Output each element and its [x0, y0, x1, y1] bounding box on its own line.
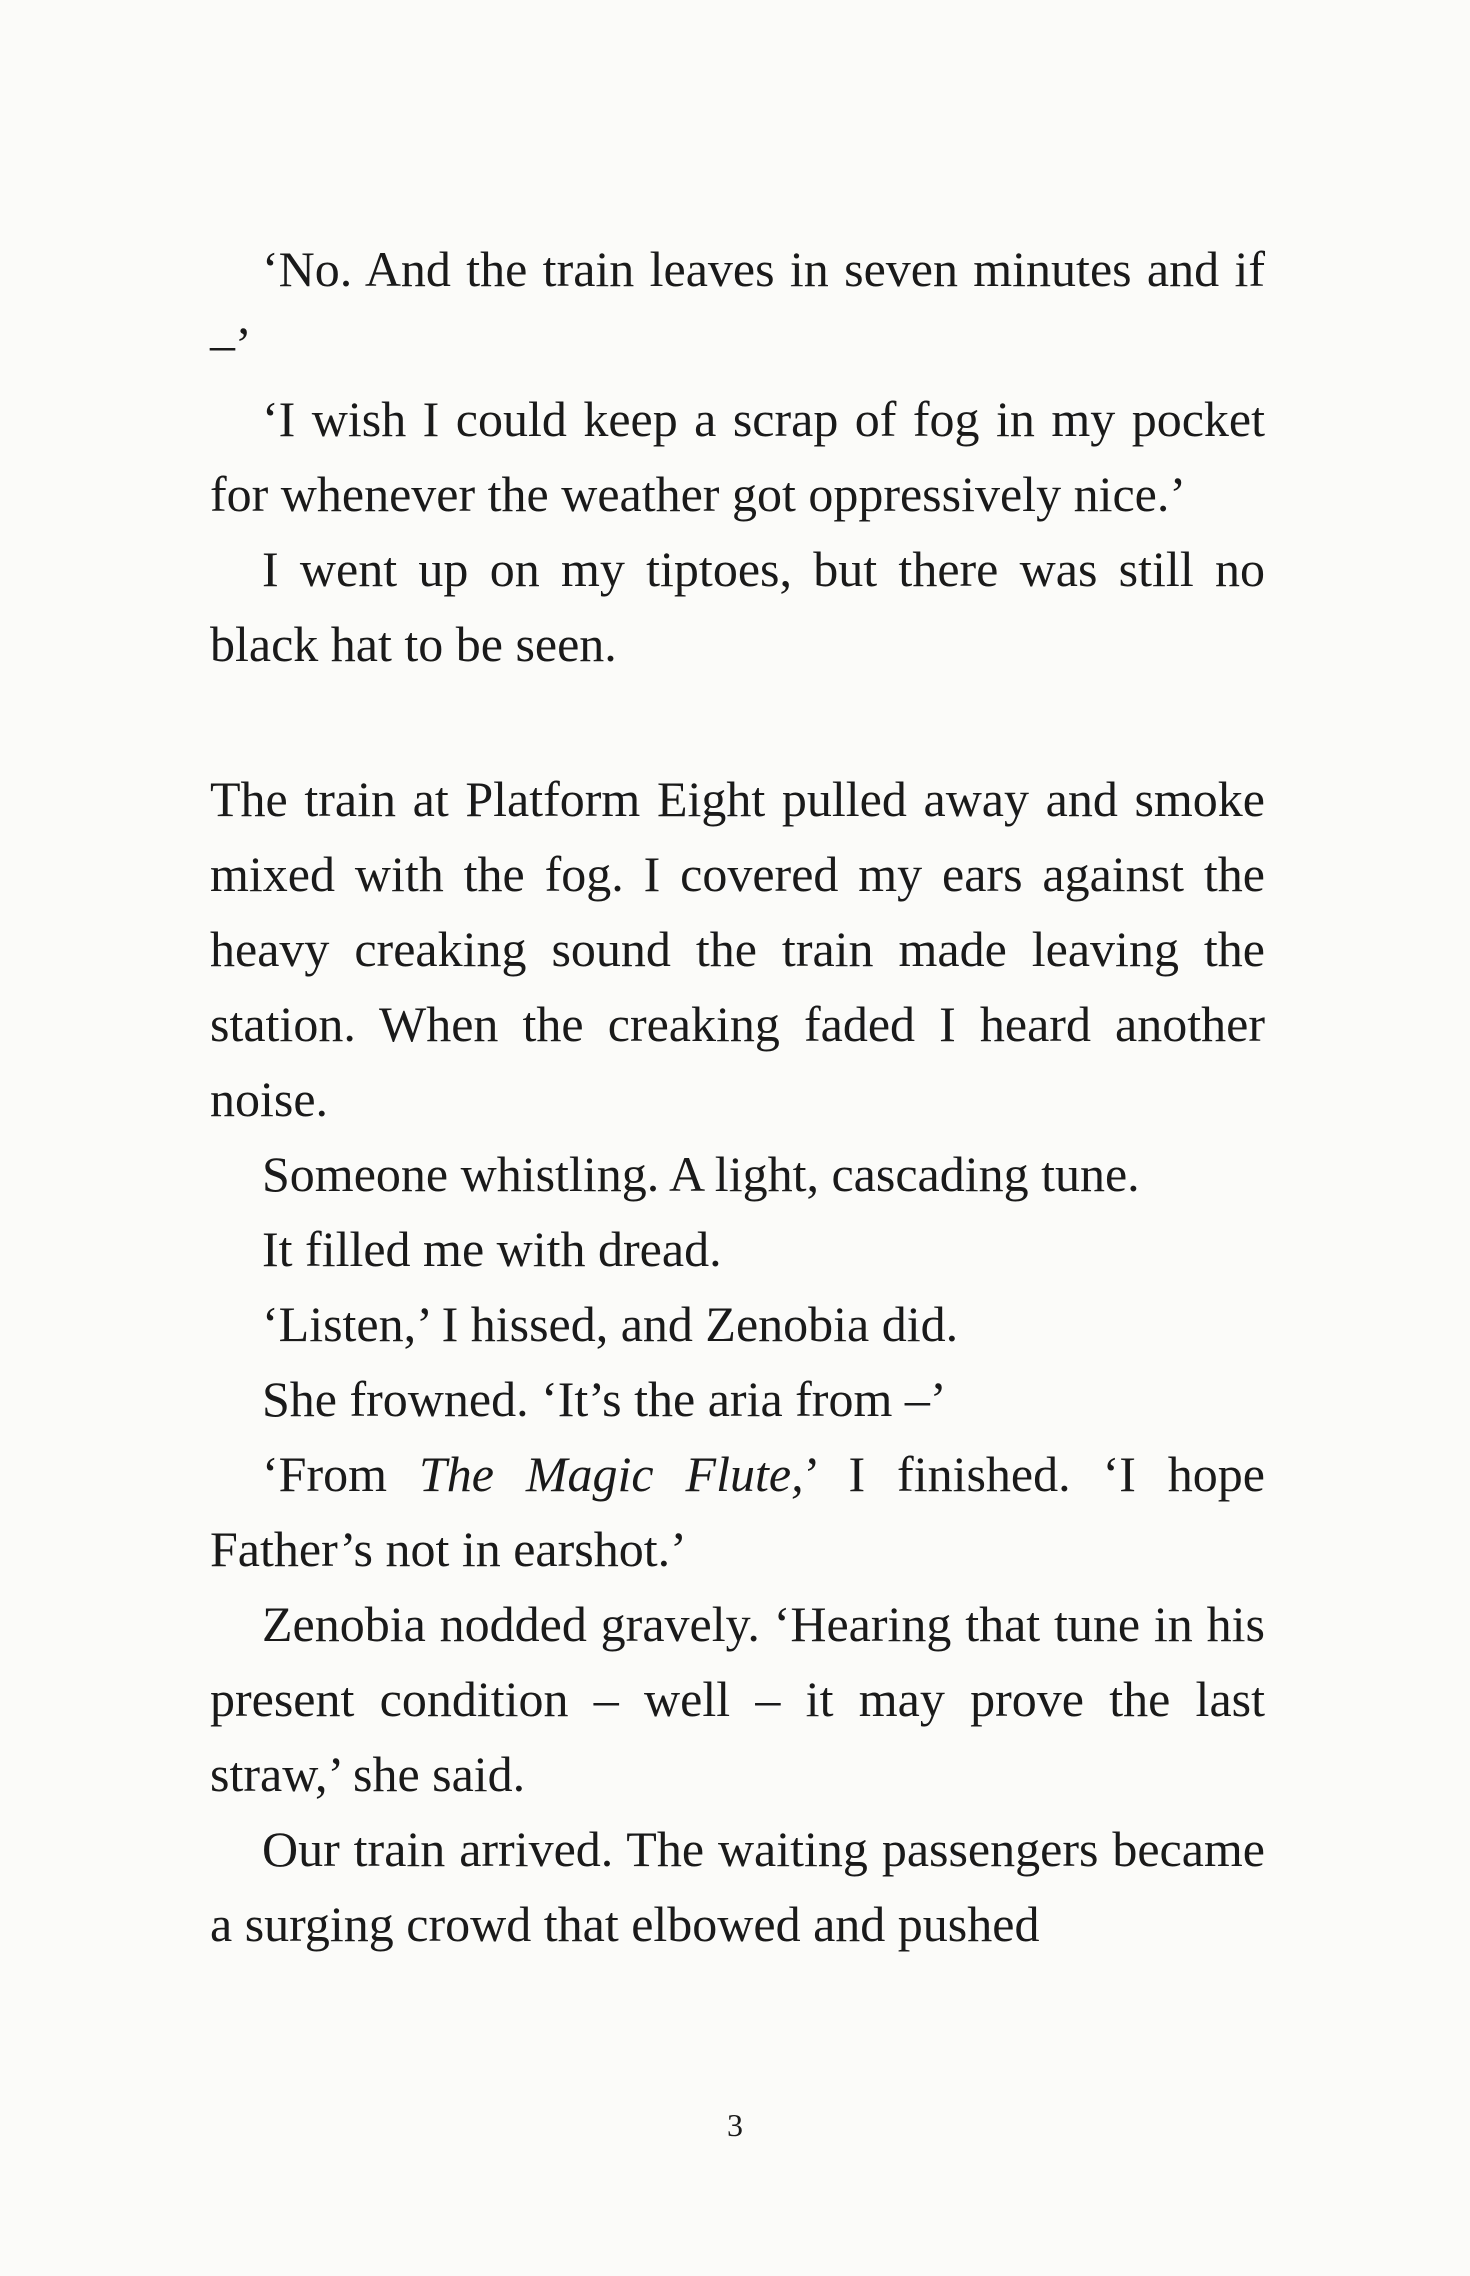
text-run: ‘From — [262, 1446, 419, 1502]
paragraph: Our train arrived. The waiting passengers became a surging crowd that elbowed and pushed — [210, 1821, 1265, 1952]
paragraph: Someone whistling. A light, cascading tune. — [262, 1146, 1140, 1202]
paragraph: She frowned. ‘It’s the aria from –’ — [262, 1371, 947, 1427]
text-run: ’ I finished. ‘I hope Father’s not in earshot.’ — [210, 1446, 1265, 1577]
paragraph: ‘I wish I could keep a scrap of fog in my pocket for whenever the weather got oppressively nice.’ — [210, 391, 1265, 522]
text-section-2 — [210, 762, 1265, 1962]
paragraph-magic-flute — [210, 1437, 1265, 1587]
paragraph: ‘Listen,’ I hissed, and Zenobia did. — [262, 1296, 959, 1352]
paragraph: It filled me with dread. — [262, 1221, 722, 1277]
paragraph: ‘No. And the train leaves in seven minutes and if –’ — [210, 241, 1265, 372]
page-number: 3 — [727, 2107, 743, 2143]
paragraph: The train at Platform Eight pulled away and smoke mixed with the fog. I covered my ears against the heavy creaking sound the train made leaving the station. When the creaking faded I heard another noise. — [210, 771, 1265, 1127]
book-title: The Magic Flute, — [418, 1446, 804, 1502]
text-section-1 — [210, 232, 1265, 682]
paragraph: Zenobia nodded gravely. ‘Hearing that tune in his present condition – well – it may prove the last straw,’ she said. — [210, 1596, 1265, 1802]
paragraph: I went up on my tiptoes, but there was still no black hat to be seen. — [210, 541, 1265, 672]
